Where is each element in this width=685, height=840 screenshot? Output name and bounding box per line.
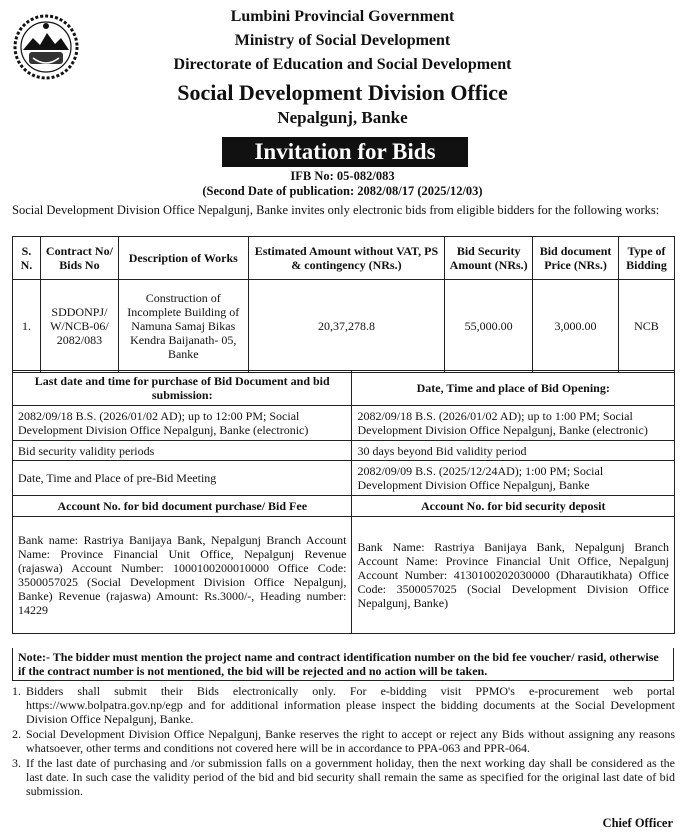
table-header-row [13,237,675,280]
account-fee-heading: Account No. for bid document purchase/ Bid Fee [13,496,352,517]
banner-title: Invitation for Bids [222,137,468,167]
security-validity-label: Bid security validity periods [13,441,352,461]
header-government: Lumbini Provincial Government [230,8,455,25]
account-security-heading: Account No. for bid security deposit [352,496,675,517]
table-row [13,280,675,373]
cell-estimated-amount: 20,37,278.8 [248,280,445,373]
note-text: Note:- The bidder must mention the project name and contract identification number on the bid fee voucher/ rasid, otherwise if the contract number is not mentioned, the bid will be rejected and no action will be taken. [12,648,674,681]
bid-opening-value: 2082/09/18 B.S. (2026/01/02 AD); up to 1:00 PM; Social Development Division Office Nepalgunj, Banke (electronic) [352,406,675,441]
intro-text: Social Development Division Office Nepalgunj, Banke invites only electronic bids from eligible bidders for the following works: [12,203,660,217]
prebid-meeting-label: Date, Time and Place of pre-Bid Meeting [13,461,352,496]
account-fee-details: Bank name: Rastriya Banijaya Bank, Nepalgunj Branch Account Name: Province Financial Unit Office, Nepalgunj Revenue (rajaswa) Account Number: 1000100200010000 Office Code: 3500057025 (Social Development Division Office Nepalgunj, Banke) Revenue (rajaswa) Amount: Rs.3000/-, Heading number: 14229 [13,517,352,634]
works-table [12,236,675,373]
bid-opening-heading: Date, Time and place of Bid Opening: [352,371,675,406]
account-security-details: Bank Name: Rastriya Banijaya Bank, Nepalgunj Branch Account Name: Province Financial Unit Office, Nepalgunj Account Number: 4130100202030000 (Dharautikhata) Office Code: 3500057025 (Social Development Division Office Nepalgunj, Banke) [352,517,675,634]
header-office: Social Development Division Office [177,80,508,105]
col-header-bid-security: Bid Security Amount (NRs.) [445,237,533,280]
second-publication-date: (Second Date of publication: 2082/08/17 (2025/12/03) [202,184,483,198]
cell-sn: 1. [13,280,41,373]
cell-contract-no: SDDONPJ/ W/NCB-06/ 2082/083 [40,280,118,373]
header-ministry: Ministry of Social Development [234,32,451,49]
list-item: 1. Bidders shall submit their Bids electronically only. For e-bidding visit PPMO's e-procurement web portal https://www.bolpatra.gov.np/egp and for additional information please inspect the bidding documents at the Social Development Division Office Nepalgunj, Banke. [12,684,675,726]
signature-chief-officer: Chief Officer [602,816,673,830]
list-item: 3. If the last date of purchasing and /or submission falls on a government holiday, then the next working day shall be considered as the last date. In such case the validity period of the bid and bid security shall remain the same as specified for the original last date of bid submission. [12,756,675,798]
cell-description: Construction of Incomplete Building of Namuna Samaj Bikas Kendra Baijanath- 05, Banke [118,280,248,373]
col-header-sn: S. N. [13,237,41,280]
col-header-bidding-type: Type of Bidding [618,237,674,280]
cell-document-price: 3,000.00 [533,280,619,373]
prebid-meeting-value: 2082/09/09 B.S. (2025/12/24AD); 1:00 PM; Social Development Division Office Nepalgunj, Banke [352,461,675,496]
cell-bidding-type: NCB [618,280,674,373]
purchase-deadline-heading: Last date and time for purchase of Bid Document and bid submission: [13,371,352,406]
header-directorate: Directorate of Education and Social Development [173,56,512,73]
ifb-number: IFB No: 05-082/083 [290,169,395,183]
security-validity-value: 30 days beyond Bid validity period [352,441,675,461]
cell-bid-security: 55,000.00 [445,280,533,373]
conditions-list [12,684,675,799]
schedule-table [12,370,675,634]
col-header-document-price: Bid document Price (NRs.) [533,237,619,280]
col-header-description: Description of Works [118,237,248,280]
col-header-contract-no: Contract No/ Bids No [40,237,118,280]
list-item: 2. Social Development Division Office Nepalgunj, Banke reserves the right to accept or reject any Bids without assigning any reasons whatsoever, other terms and conditions not covered here will be in accordance to PPA-063 and PPR-064. [12,727,675,755]
header-location: Nepalgunj, Banke [277,108,408,127]
col-header-estimated-amount: Estimated Amount without VAT, PS & contingency (NRs.) [248,237,445,280]
purchase-deadline-value: 2082/09/18 B.S. (2026/01/02 AD); up to 12:00 PM; Social Development Division Office Nepalgunj, Banke (electronic) [13,406,352,441]
